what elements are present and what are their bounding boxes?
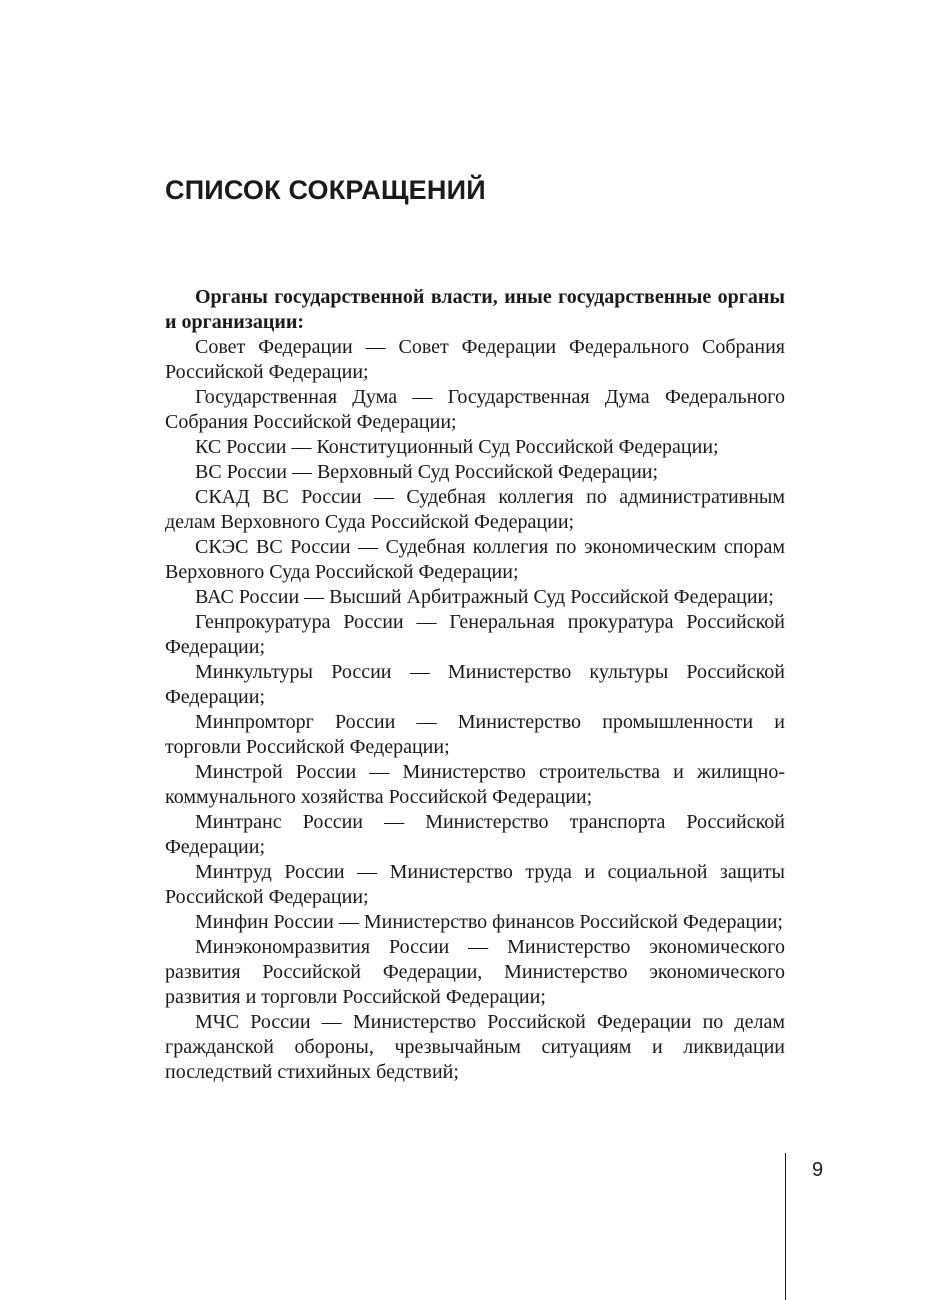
abbreviation-entry: МЧС России — Министерство Российской Федерации по делам гражданской обороны, чрезвычайным ситуациям и ликвидации последствий стихийных бедствий; (165, 1011, 785, 1083)
abbreviation-entry: Минтранс России — Министерство транспорта Российской Федерации; (165, 811, 785, 858)
abbreviation-entry: ВС России — Верховный Суд Российской Федерации; (195, 461, 659, 483)
page-title: СПИСОК СОКРАЩЕНИЙ (165, 175, 486, 205)
abbreviation-entry: Генпрокуратура России — Генеральная прокуратура Российской Федерации; (165, 611, 785, 658)
abbreviation-entry: Минэкономразвития России — Министерство экономического развития Российской Федерации, Министерство экономического развития и торговли Российской Федерации; (165, 936, 785, 1008)
abbreviation-entry: Государственная Дума — Государственная Дума Федерального Собрания Российской Федерации; (165, 386, 785, 433)
abbreviation-entry: ВАС России — Высший Арбитражный Суд Российской Федерации; (195, 586, 774, 608)
abbreviations-section (165, 285, 785, 1085)
page-number: 9 (812, 1159, 824, 1181)
abbreviation-entry: Минстрой России — Министерство строительства и жилищно-коммунального хозяйства Российской Федерации; (165, 761, 785, 808)
abbreviation-entry: СКЭС ВС России — Судебная коллегия по экономическим спорам Верховного Суда Российской Федерации; (165, 536, 785, 583)
section-heading: Органы государственной власти, иные государственные органы и организации: (165, 286, 785, 333)
abbreviation-entry: Минтруд России — Министерство труда и социальной защиты Российской Федерации; (165, 861, 785, 908)
abbreviation-entry: СКАД ВС России — Судебная коллегия по административным делам Верховного Суда Российской Федерации; (165, 486, 785, 533)
abbreviation-entry: Минпромторг России — Министерство промышленности и торговли Российской Федерации; (165, 711, 785, 758)
page-number-divider (785, 1153, 786, 1300)
abbreviation-entry: Минфин России — Министерство финансов Российской Федерации; (195, 911, 783, 933)
abbreviation-entry: Минкультуры России — Министерство культуры Российской Федерации; (165, 661, 785, 708)
abbreviation-entry: Совет Федерации — Совет Федерации Федерального Собрания Российской Федерации; (165, 336, 785, 383)
abbreviation-entry: КС России — Конституционный Суд Российской Федерации; (195, 436, 719, 458)
